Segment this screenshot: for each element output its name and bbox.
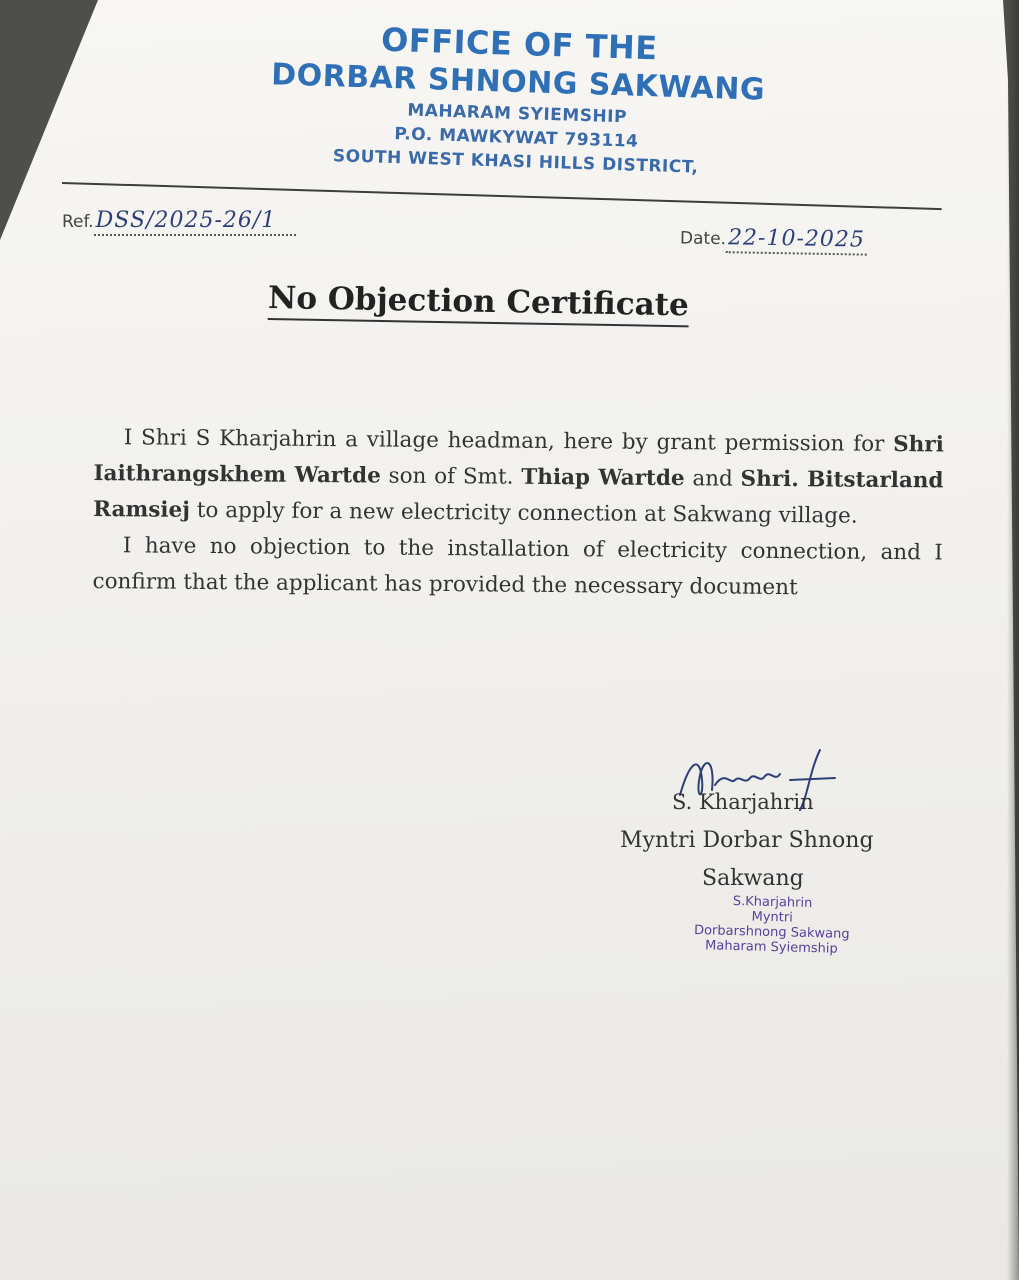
letterhead-line-1: OFFICE OF THE — [380, 20, 659, 68]
stamp-line-1: S.Kharjahrin — [732, 893, 813, 912]
p1-text-c: son of Smt. — [380, 463, 522, 490]
p1-text-e: and — [684, 466, 741, 492]
document-title: No Objection Certificate — [268, 280, 689, 327]
mother-name: Thiap Wartde — [521, 464, 685, 492]
date-label: Date. — [679, 228, 727, 250]
paragraph-2: I have no objection to the installation of electricity connection, and I confirm that the applicant has provided the necessary document — [92, 533, 943, 601]
signatory-title: Myntri Dorbar Shnong — [620, 828, 874, 853]
page-edge-shadow — [1007, 0, 1019, 1280]
reference — [62, 208, 296, 233]
ref-value: DSS/2025-26/1 — [95, 208, 277, 233]
father-name: Shri. Bitstarland Ramsiej — [93, 466, 944, 523]
letterhead-line-3: MAHARAM SYIEMSHIP — [407, 100, 628, 128]
signatory-village: Sakwang — [702, 866, 804, 891]
paragraph-1 — [93, 420, 944, 535]
official-stamp — [661, 892, 882, 958]
p1-text-g: to apply for a new electricity connection at Sakwang village. — [189, 497, 858, 529]
stamp-line-2: Myntri — [751, 909, 793, 926]
certificate-body — [92, 420, 944, 607]
ref-label: Ref. — [62, 212, 94, 232]
p1-text-a: I Shri S Kharjahrin a village headman, here by grant permission for — [123, 425, 894, 457]
applicant-name: Shri Iaithrangskhem Wartde — [93, 431, 944, 489]
letterhead-line-2: DORBAR SHNONG SAKWANG — [270, 57, 766, 108]
stamp-line-4: Maharam Syiemship — [704, 938, 838, 957]
letterhead-line-5: SOUTH WEST KHASI HILLS DISTRICT, — [332, 146, 699, 178]
letterhead-line-4: P.O. MAWKYWAT 793114 — [394, 124, 639, 152]
stamp-line-3: Dorbarshnong Sakwang — [693, 922, 850, 943]
date-value: 22-10-2025 — [727, 225, 866, 253]
signatory-name: S. Kharjahrin — [672, 790, 814, 814]
date — [680, 224, 867, 252]
letterhead — [235, 15, 799, 183]
